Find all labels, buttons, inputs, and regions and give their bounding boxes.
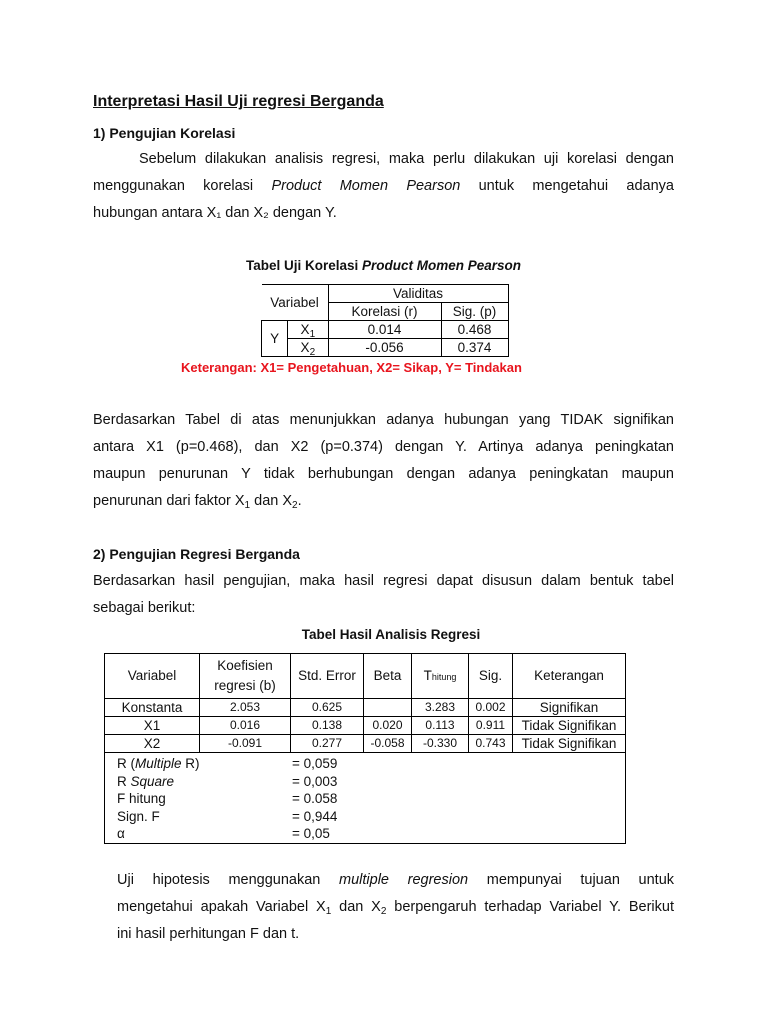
header-sig: Sig. (p) [441, 303, 508, 321]
paragraph-line: maupun penurunan Y tidak berhubungan dengan adanya peningkatan maupun [93, 466, 674, 482]
cell-korelasi: 0.014 [328, 321, 441, 339]
regression-stats [105, 753, 626, 844]
paragraph-line: Uji hipotesis menggunakan multiple regresion mempunyai tujuan untuk [117, 872, 675, 888]
regression-table-caption: Tabel Hasil Analisis Regresi [301, 627, 481, 642]
cell-t-hitung: 0.113 [412, 717, 469, 735]
cell-sig: 0.374 [441, 339, 508, 357]
paragraph-line: penurunan dari faktor $X_1$ dan $X_2$. [93, 493, 302, 511]
header-korelasi: Korelasi (r) [328, 303, 441, 321]
cell-sig: 0.002 [469, 699, 513, 717]
stats-row [105, 753, 626, 844]
header-variabel: Variabel [105, 654, 200, 699]
cell-beta [364, 699, 412, 717]
regression-table [104, 653, 626, 844]
cell-sig: 0.911 [469, 717, 513, 735]
header-std-error: Std. Error [291, 654, 364, 699]
paragraph-line: Berdasarkan Tabel di atas menunjukkan adanya hubungan yang TIDAK signifikan [93, 412, 674, 428]
cell-keterangan: Tidak Signifikan [513, 717, 626, 735]
document-title: Interpretasi Hasil Uji regresi Berganda [93, 93, 384, 110]
cell-keterangan: Tidak Signifikan [513, 735, 626, 753]
header-beta: Beta [364, 654, 412, 699]
table-note: Keterangan: X1= Pengetahuan, X2= Sikap, Y= Tindakan [181, 360, 522, 375]
section-1-heading: 1) Pengujian Korelasi [93, 125, 236, 141]
header-validitas: Validitas [328, 285, 508, 303]
cell-beta: -0.058 [364, 735, 412, 753]
header-sig: Sig. [469, 654, 513, 699]
correlation-table [261, 284, 509, 357]
correlation-table-caption: Tabel Uji Korelasi Product Momen Pearson [245, 258, 522, 273]
section-1-paragraph-1 [93, 146, 674, 227]
cell-korelasi: -0.056 [328, 339, 441, 357]
cell-beta: 0.020 [364, 717, 412, 735]
section-2-heading: 2) Pengujian Regresi Berganda [93, 546, 300, 562]
stat-line: R (Multiple R) = 0,059 [117, 756, 338, 771]
stat-line: F hitung = 0.058 [117, 791, 338, 806]
cell-variable: $X_1$ [288, 321, 328, 339]
paragraph-line: sebagai berikut: [93, 600, 196, 616]
cell-koefisien: 0.016 [200, 717, 291, 735]
cell-sig: 0.468 [441, 321, 508, 339]
header-variabel: Variabel [262, 285, 329, 321]
paragraph-line: ini hasil perhitungan F dan t. [117, 926, 300, 942]
cell-dependent: Y [262, 321, 288, 357]
cell-keterangan: Signifikan [513, 699, 626, 717]
table-row [262, 339, 509, 357]
paragraph-line: Sebelum dilakukan analisis regresi, maka perlu dilakukan uji korelasi dengan [139, 151, 674, 167]
cell-std-error: 0.277 [291, 735, 364, 753]
cell-sig: 0.743 [469, 735, 513, 753]
cell-variabel: Konstanta [105, 699, 200, 717]
cell-std-error: 0.625 [291, 699, 364, 717]
cell-variable: $X_2$ [288, 339, 328, 357]
table-header-row [105, 654, 626, 699]
cell-koefisien: 2.053 [200, 699, 291, 717]
section-1-paragraph-2 [93, 407, 674, 515]
paragraph-line: mengetahui apakah Variabel $X_1$ dan $X_2$ berpengaruh terhadap Variabel Y. Berikut [117, 899, 674, 917]
section-2-paragraph-1 [93, 568, 674, 622]
stat-line: Sign. F = 0,944 [117, 808, 338, 824]
cell-variabel: X2 [105, 735, 200, 753]
cell-t-hitung: 3.283 [412, 699, 469, 717]
paragraph-line: Berdasarkan hasil pengujian, maka hasil regresi dapat disusun dalam bentuk tabel [93, 573, 674, 589]
stat-line: α = 0,05 [117, 826, 330, 841]
paragraph-line: hubungan antara X₁ dan X₂ dengan Y. [93, 205, 337, 221]
cell-t-hitung: -0.330 [412, 735, 469, 753]
table-row [105, 717, 626, 735]
header-t-hitung: Thitung [412, 654, 469, 699]
stat-line: R Square = 0,003 [117, 773, 338, 789]
cell-koefisien: -0.091 [200, 735, 291, 753]
cell-variabel: X1 [105, 717, 200, 735]
table-row [262, 321, 509, 339]
paragraph-line: antara X1 (p=0.468), dan X2 (p=0.374) dengan Y. Artinya adanya peningkatan [93, 439, 674, 455]
header-koefisien: Koefisien regresi (b) [200, 654, 291, 699]
section-2-paragraph-2 [117, 867, 674, 948]
table-row [105, 735, 626, 753]
paragraph-line: menggunakan korelasi Product Momen Pearson untuk mengetahui adanya [93, 178, 674, 194]
header-keterangan: Keterangan [513, 654, 626, 699]
cell-std-error: 0.138 [291, 717, 364, 735]
table-row [105, 699, 626, 717]
table-header-row [262, 285, 509, 303]
